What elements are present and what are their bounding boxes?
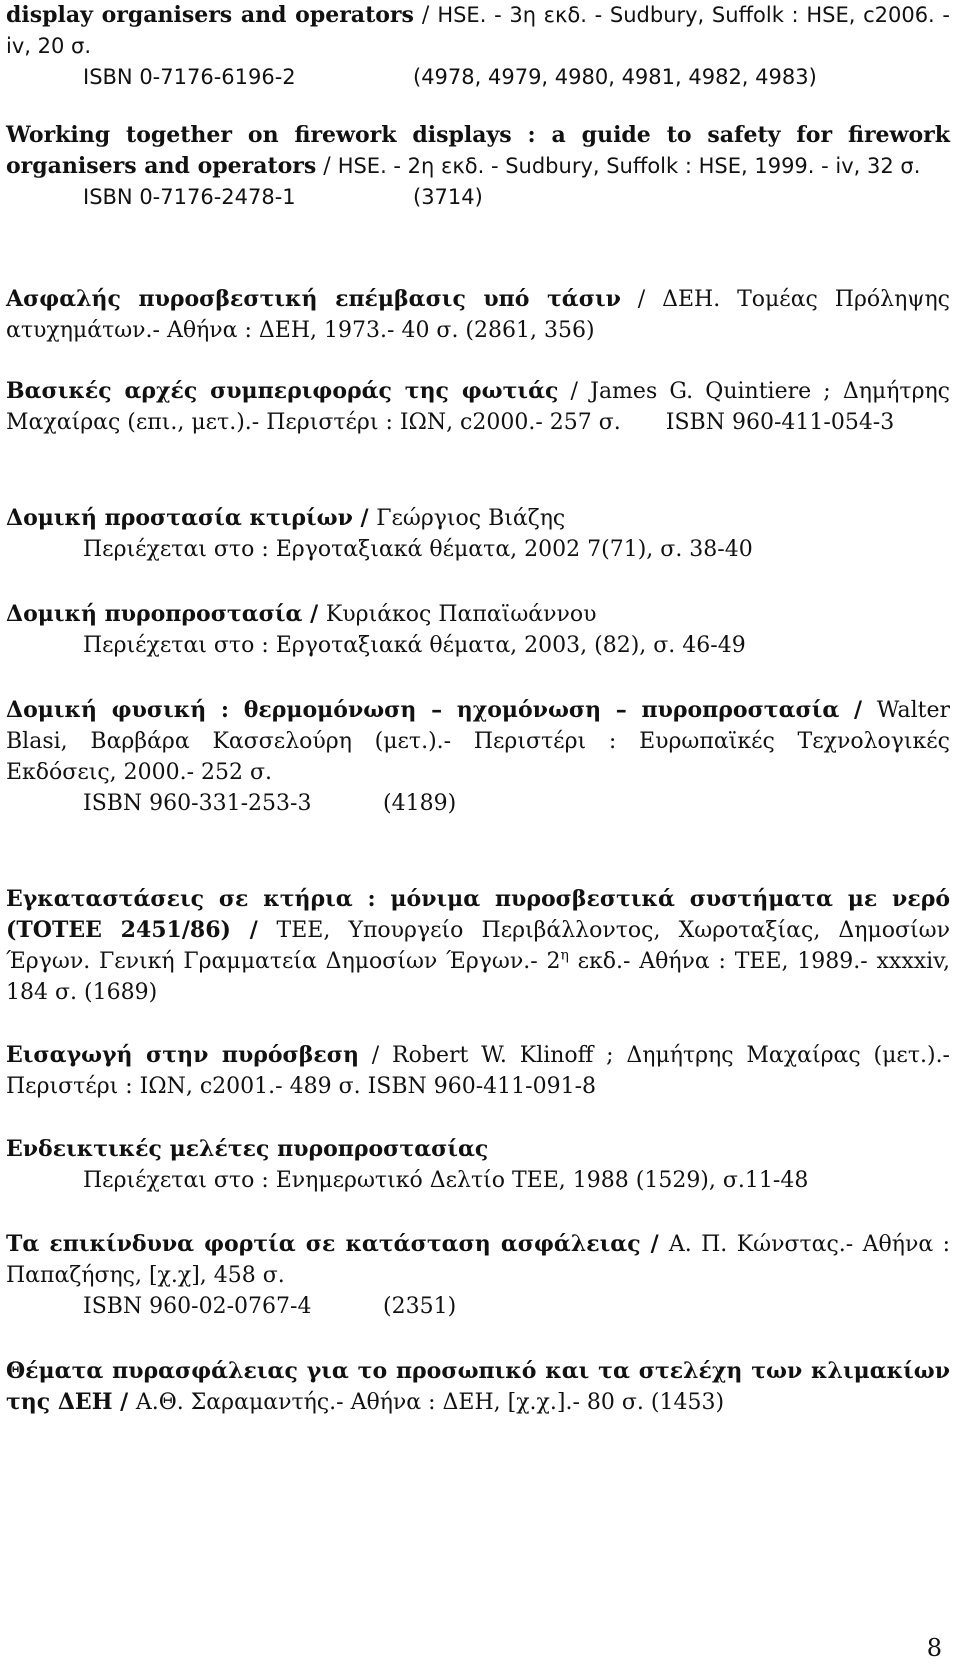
title-separator: / bbox=[620, 287, 663, 312]
entry-codes: (1453) bbox=[650, 1390, 725, 1415]
entry-isbn: ISBN 960-411-091-8 bbox=[367, 1074, 597, 1099]
entry-author: Γεώργιος Βιάζης bbox=[376, 506, 566, 531]
edition-superscript: η bbox=[560, 947, 569, 964]
entry-citation bbox=[6, 120, 950, 182]
entry-title: display organisers and operators bbox=[6, 2, 414, 28]
entry-kostas bbox=[6, 1229, 950, 1322]
entry-isbn: ISBN 0-7176-2478-1 bbox=[83, 185, 296, 209]
entry-publication: Α.Θ. Σαραμαντής.- Αθήνα : ΔΕΗ, [χ.χ.].- 80 σ. bbox=[135, 1390, 644, 1415]
entry-publication: HSE. - 2η εκδ. - Sudbury, Suffolk : HSE, 1999. - iv, 32 σ. bbox=[337, 154, 921, 178]
entry-contained-in: Περιέχεται στο : Εργοταξιακά θέματα, 2002 7(71), σ. 38-40 bbox=[83, 537, 753, 562]
title-separator: / bbox=[230, 917, 277, 943]
entry-publication: Α. Π. Κώνστας.- Αθήνα : Παπαζήσης, [χ.χ], 458 σ. bbox=[6, 1232, 951, 1288]
entry-citation bbox=[6, 599, 950, 630]
entry-title: Δομική προστασία κτιρίων bbox=[6, 505, 353, 531]
entry-codes: (2351) bbox=[383, 1294, 457, 1319]
entry-author: Κυριάκος Παπαϊωάννου bbox=[325, 602, 597, 627]
entry-hse-1999 bbox=[6, 120, 950, 213]
entry-isbn-line bbox=[6, 182, 950, 213]
entry-viazis bbox=[6, 503, 950, 565]
entry-title: Ενδεικτικές μελέτες πυροπροστασίας bbox=[6, 1136, 489, 1162]
title-separator: / bbox=[358, 1043, 393, 1068]
entry-isbn: ISBN 0-7176-6196-2 bbox=[83, 65, 296, 89]
entry-klinoff bbox=[6, 1040, 950, 1102]
title-separator: / bbox=[352, 505, 377, 531]
entry-totee bbox=[6, 884, 950, 1008]
entry-citation bbox=[6, 284, 950, 346]
entry-publication: Robert W. Klinoff ; Δημήτρης Μαχαίρας (μετ.).- Περιστέρι : ΙΩΝ, c2001.- 489 σ. bbox=[6, 1043, 950, 1099]
entry-codes: (4189) bbox=[383, 791, 457, 816]
entry-papaioannou bbox=[6, 599, 950, 661]
page-number: 8 bbox=[926, 1634, 942, 1662]
entry-contained-in: Περιέχεται στο : Ενημερωτικό Δελτίο ΤΕΕ, 1988 (1529), σ.11-48 bbox=[83, 1168, 809, 1193]
entry-title: Working together on firework displays : a guide to safety for firework organisers and operators bbox=[6, 122, 950, 179]
entry-citation bbox=[6, 0, 950, 62]
entry-title: Θέματα πυρασφάλειας για το προσωπικό και τα στελέχη των κλιμακίων της ΔΕΗ bbox=[6, 1358, 950, 1415]
entry-citation bbox=[6, 503, 950, 534]
entry-isbn: ISBN 960-02-0767-4 bbox=[83, 1294, 312, 1319]
entry-studies bbox=[6, 1134, 950, 1196]
entry-title: Τα επικίνδυνα φορτία σε κατάσταση ασφάλειας bbox=[6, 1231, 641, 1257]
title-separator: / bbox=[302, 601, 326, 627]
entry-publication: James G. Quintiere ; Δημήτρης Μαχαίρας (επι., μετ.).- Περιστέρι : ΙΩΝ, c2000.- 257 σ. bbox=[6, 379, 951, 435]
entry-title: Ασφαλής πυροσβεστική επέμβασις υπό τάσιν bbox=[6, 286, 621, 312]
entry-citation bbox=[6, 1356, 950, 1418]
entry-codes: (3714) bbox=[413, 185, 483, 209]
entry-title: Εγκαταστάσεις σε κτήρια : μόνιμα πυροσβεστικά συστήματα με νερό (ΤΟΤΕΕ 2451/86) bbox=[6, 886, 950, 943]
entry-saramantis bbox=[6, 1356, 950, 1418]
entry-title: Βασικές αρχές συμπεριφοράς της φωτιάς bbox=[6, 378, 559, 404]
entry-citation bbox=[6, 376, 950, 438]
entry-citation bbox=[6, 695, 950, 788]
entry-publication: ΤΕΕ, Υπουργείο Περιβάλλοντος, Χωροταξίας, Δημοσίων Έργων. Γενική Γραμματεία Δημοσίων Έργων.- 2 bbox=[6, 918, 950, 974]
entry-isbn-line bbox=[6, 62, 950, 93]
entry-title: Δομική φυσική : θερμομόνωση – ηχομόνωση – πυροπροστασία bbox=[6, 697, 840, 723]
document-page bbox=[6, 0, 950, 1673]
entry-publication-cont: εκδ.- Αθήνα : ΤΕΕ, 1989.- xxxxiv, 184 σ. bbox=[6, 949, 950, 1005]
title-separator: / bbox=[316, 154, 338, 179]
entry-isbn: ISBN 960-411-054-3 bbox=[665, 410, 895, 435]
entry-title: Εισαγωγή στην πυρόσβεση bbox=[6, 1042, 359, 1068]
entry-title: Δομική πυροπροστασία bbox=[6, 601, 303, 627]
entry-publication: ΔΕΗ. Τομέας Πρόληψης ατυχημάτων.- Αθήνα : ΔΕΗ, 1973.- 40 σ. (2861, 356) bbox=[6, 287, 951, 343]
entry-citation bbox=[6, 1134, 950, 1165]
entry-hse-2006 bbox=[6, 0, 950, 93]
title-separator: / bbox=[558, 379, 591, 404]
entry-publication: Walter Blasi, Βαρβάρα Κασσελούρη (μετ.).- Περιστέρι : Ευρωπαϊκές Τεχνολογικές Εκδόσεις, 2000.- 252 σ. bbox=[6, 698, 951, 785]
entry-citation bbox=[6, 884, 950, 1008]
entry-blasi bbox=[6, 695, 950, 819]
title-separator: / bbox=[640, 1231, 669, 1257]
entry-codes: (4978, 4979, 4980, 4981, 4982, 4983) bbox=[413, 65, 817, 89]
entry-quintiere bbox=[6, 376, 950, 438]
entry-contained-in: Περιέχεται στο : Εργοταξιακά θέματα, 2003, (82), σ. 46-49 bbox=[83, 633, 746, 658]
entry-isbn-line bbox=[6, 1291, 950, 1322]
title-separator: / bbox=[413, 3, 438, 28]
title-separator: / bbox=[839, 697, 877, 723]
entry-citation bbox=[6, 1040, 950, 1102]
entry-publication: HSE. - 3η εκδ. - Sudbury, Suffolk : HSE, c2006. - iv, 20 σ. bbox=[6, 3, 951, 58]
entry-deh-1973 bbox=[6, 284, 950, 346]
entry-isbn: ISBN 960-331-253-3 bbox=[83, 791, 312, 816]
entry-codes: (1689) bbox=[84, 980, 158, 1005]
entry-isbn-line bbox=[6, 788, 950, 819]
entry-citation bbox=[6, 1229, 950, 1291]
title-separator: / bbox=[112, 1389, 136, 1415]
